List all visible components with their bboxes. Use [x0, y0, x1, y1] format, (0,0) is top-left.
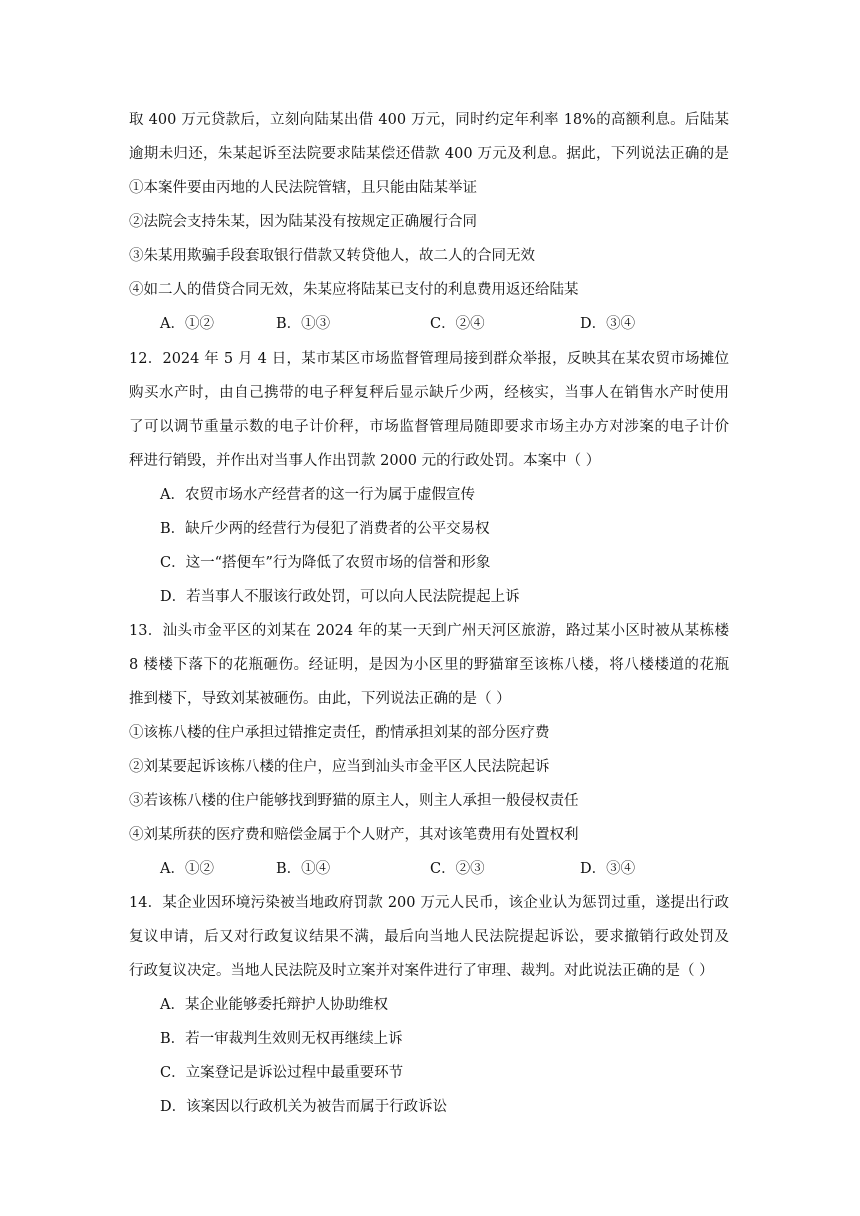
- q12-stem-line-3: 了可以调节重量示数的电子计价秤，市场监督管理局随即要求市场主办方对涉案的电子计价: [129, 419, 729, 435]
- q14-option-c: C．立案登记是诉讼过程中最重要环节: [160, 1065, 404, 1081]
- q14-stem-line-1: 14．某企业因环境污染被当地政府罚款 200 万元人民币，该企业认为惩罚过重，遂提出行政: [129, 895, 729, 911]
- q11-option-d: D．③④: [580, 316, 636, 332]
- q11-stem-line-1: 取 400 万元贷款后，立刻向陆某出借 400 万元，同时约定年利率 18%的高额利息。后陆某: [129, 112, 729, 128]
- q11-statement-2: ②法院会支持朱某，因为陆某没有按规定正确履行合同: [129, 214, 477, 230]
- q12-stem-line-2: 购买水产时，由自己携带的电子秤复秤后显示缺斤少两，经核实，当事人在销售水产时使用: [129, 385, 729, 401]
- q13-statement-1: ①该栋八楼的住户承担过错推定责任，酌情承担刘某的部分医疗费: [129, 725, 550, 741]
- q14-option-d: D．该案因以行政机关为被告而属于行政诉讼: [160, 1099, 448, 1115]
- q14-stem-line-3: 行政复议决定。当地人民法院及时立案并对案件进行了审理、裁判。对此说法正确的是（ ）: [129, 963, 714, 979]
- q13-option-d: D．③④: [580, 861, 636, 877]
- q13-statement-4: ④刘某所获的医疗费和赔偿金属于个人财产，其对该笔费用有处置权利: [129, 827, 579, 843]
- q13-option-c: C．②③: [430, 861, 485, 877]
- q13-option-a: A．①②: [160, 861, 214, 877]
- q11-option-b: B．①③: [276, 316, 331, 332]
- q14-option-a: A．某企业能够委托辩护人协助维权: [160, 997, 388, 1013]
- q12-option-b: B．缺斤少两的经营行为侵犯了消费者的公平交易权: [160, 521, 490, 537]
- q13-statement-2: ②刘某要起诉该栋八楼的住户，应当到汕头市金平区人民法院起诉: [129, 759, 550, 775]
- q13-stem-line-1: 13．汕头市金平区的刘某在 2024 年的某一天到广州天河区旅游，路过某小区时被从某栋楼: [129, 623, 729, 639]
- q11-statement-3: ③朱某用欺骗手段套取银行借款又转贷他人，故二人的合同无效: [129, 248, 535, 264]
- q12-option-d: D．若当事人不服该行政处罚，可以向人民法院提起上诉: [160, 589, 520, 605]
- q12-option-a: A．农贸市场水产经营者的这一行为属于虚假宣传: [160, 487, 475, 503]
- q13-stem-line-3: 推到楼下，导致刘某被砸伤。由此，下列说法正确的是（ ）: [129, 691, 511, 707]
- q13-stem-line-2: 8 楼楼下落下的花瓶砸伤。经证明，是因为小区里的野猫窜至该栋八楼，将八楼楼道的花瓶: [129, 657, 729, 673]
- q11-option-c: C．②④: [430, 316, 485, 332]
- q12-stem-line-1: 12．2024 年 5 月 4 日，某市某区市场监督管理局接到群众举报，反映其在某农贸市场摊位: [129, 351, 729, 367]
- q12-stem-line-4: 秤进行销毁，并作出对当事人作出罚款 2000 元的行政处罚。本案中（ ）: [129, 453, 601, 469]
- q13-option-b: B．①④: [276, 861, 331, 877]
- q14-stem-line-2: 复议申请，后又对行政复议结果不满，最后向当地人民法院提起诉讼，要求撤销行政处罚及: [129, 929, 729, 945]
- q11-option-a: A．①②: [160, 316, 214, 332]
- q11-statement-4: ④如二人的借贷合同无效，朱某应将陆某已支付的利息费用返还给陆某: [129, 282, 579, 298]
- q11-stem-line-2: 逾期未归还，朱某起诉至法院要求陆某偿还借款 400 万元及利息。据此，下列说法正确的是: [129, 146, 729, 162]
- q13-statement-3: ③若该栋八楼的住户能够找到野猫的原主人，则主人承担一般侵权责任: [129, 793, 579, 809]
- q14-option-b: B．若一审裁判生效则无权再继续上诉: [160, 1031, 403, 1047]
- q12-option-c: C．这一“搭便车”行为降低了农贸市场的信誉和形象: [160, 555, 491, 571]
- q11-statement-1: ①本案件要由丙地的人民法院管辖，且只能由陆某举证: [129, 180, 477, 196]
